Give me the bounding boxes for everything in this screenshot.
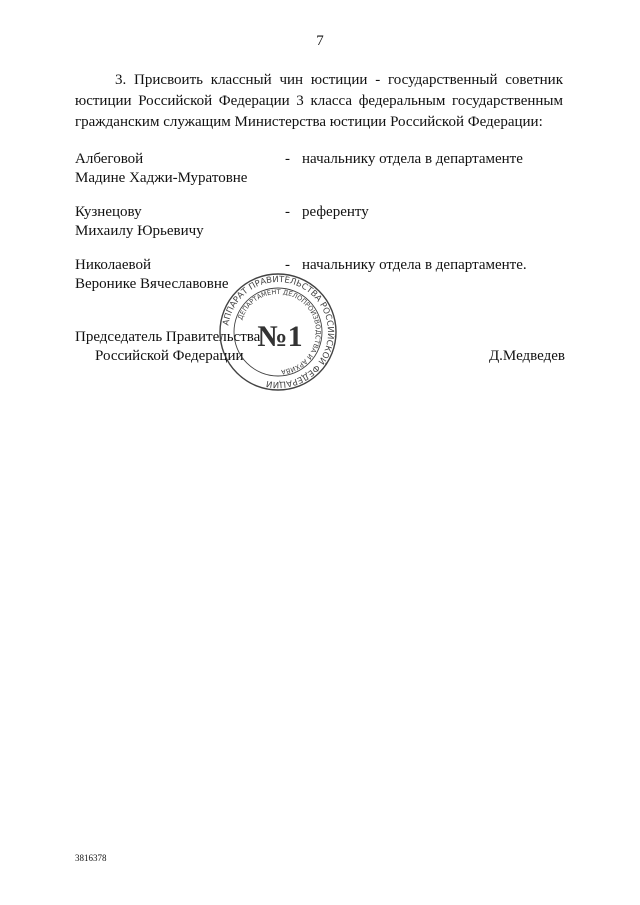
recipient-given-names: Михаилу Юрьевичу [75, 223, 204, 239]
seal-inner-text: ДЕПАРТАМЕНТ ДЕЛОПРОИЗВОДСТВА И АРХИВА [236, 287, 323, 376]
recipient-entry [75, 150, 575, 190]
recipient-name [75, 203, 275, 241]
recipient-surname: Кузнецову [75, 204, 142, 220]
signatory-name: Д.Медведев [488, 348, 565, 364]
recipient-entry [75, 203, 575, 243]
document-code: 3816378 [75, 853, 107, 863]
recipient-dash: - [285, 204, 290, 220]
seal-outer-text: АППАРАТ ПРАВИТЕЛЬСТВА РОССИЙСКОЙ ФЕДЕРАЦИИ [221, 274, 336, 390]
recipient-dash: - [285, 257, 290, 273]
recipient-name [75, 150, 275, 188]
page-number: 7 [316, 33, 324, 49]
resolution-paragraph: 3. Присвоить классный чин юстиции - государственный советник юстиции Российской Федерации 3 класса федеральным государственным гражданским служащим Министерства юстиции Российской Федерации: [75, 72, 563, 130]
signatory-title-line2: Российской Федерации [95, 348, 244, 364]
recipient-dash: - [285, 151, 290, 167]
recipient-surname: Николаевой [75, 257, 151, 273]
recipient-given-names: Мадине Хаджи-Муратовне [75, 170, 248, 186]
recipient-position: начальнику отдела в департаменте [302, 151, 523, 167]
seal-number: №1 [257, 320, 303, 353]
recipient-position: начальнику отдела в департаменте. [302, 257, 527, 273]
recipient-given-names: Веронике Вячеславовне [75, 276, 229, 292]
official-seal-stamp [218, 272, 338, 392]
recipient-position: референту [302, 204, 369, 220]
recipient-surname: Албеговой [75, 151, 144, 167]
signatory-title-line1: Председатель Правительства [75, 329, 261, 345]
